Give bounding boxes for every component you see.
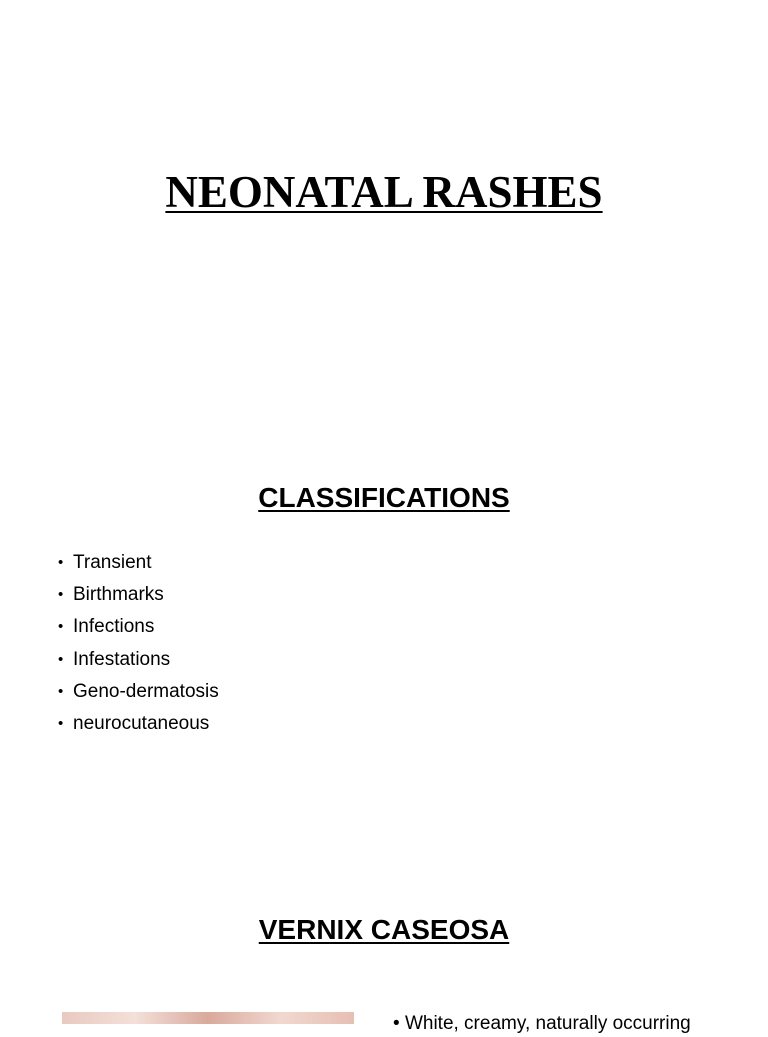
bullet-icon: • — [58, 650, 64, 668]
bullet-icon: • — [58, 554, 64, 571]
vernix-first-bullet — [393, 1011, 691, 1037]
bullet-icon: • — [58, 618, 64, 636]
bullet-icon: • — [58, 586, 64, 604]
list-item — [58, 710, 219, 742]
list-item — [58, 678, 219, 710]
classifications-heading: CLASSIFICATIONS — [258, 482, 510, 513]
list-item — [58, 549, 219, 581]
list-item-label: Birthmarks — [73, 584, 164, 606]
list-item — [58, 646, 219, 678]
list-item-label: Geno-dermatosis — [73, 680, 219, 702]
vernix-caseosa-photo — [62, 1012, 354, 1024]
vernix-caseosa-heading: VERNIX CASEOSA — [258, 914, 510, 945]
vernix-first-bullet-text: White, creamy, naturally occurring — [404, 1013, 691, 1034]
bullet-icon: • — [58, 714, 64, 732]
list-item-label: Infestations — [73, 648, 171, 670]
list-item — [58, 581, 219, 613]
bullet-icon: • — [393, 1013, 400, 1034]
bullet-icon: • — [58, 682, 64, 700]
list-item — [58, 613, 219, 645]
slide-title: NEONATAL RASHES — [165, 167, 603, 217]
list-item-label: neurocutaneous — [73, 712, 210, 734]
classifications-list — [58, 549, 219, 742]
list-item-label: Infections — [73, 616, 155, 638]
list-item-label: Transient — [73, 552, 152, 573]
